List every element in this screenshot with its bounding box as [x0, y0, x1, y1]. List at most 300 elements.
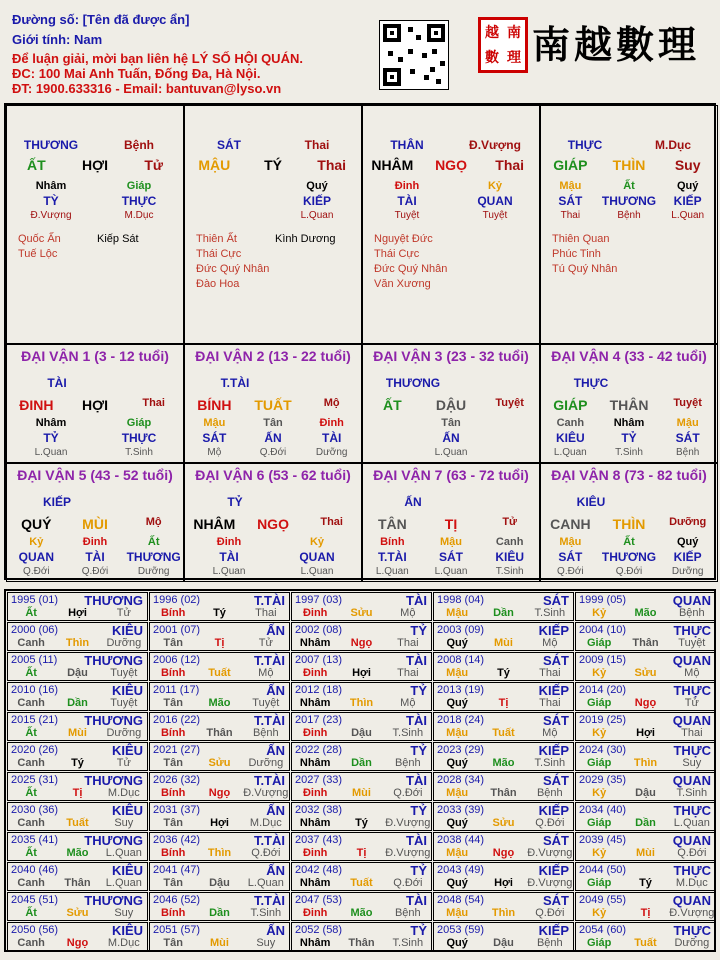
year-stage: Đ.Vượng — [527, 877, 573, 889]
dai-van-hidden — [185, 536, 361, 548]
year-star: THƯƠNG — [84, 893, 143, 908]
dai-van-title: ĐẠI VẬN 1 (3 - 12 tuổi) — [21, 348, 169, 364]
year-star: KIẾP — [538, 623, 569, 638]
year-cell — [575, 652, 716, 681]
year-label: 1997 (03) — [295, 594, 343, 606]
year-chi: Ngọ — [208, 787, 231, 799]
year-star: TÀI — [406, 773, 427, 788]
qr-code-icon — [379, 20, 449, 90]
palace-top — [541, 138, 717, 152]
palace-top-item: Đ.Vượng — [469, 138, 521, 152]
dai-van-than: ẤN — [404, 495, 422, 509]
year-stage: Đ.Vượng — [527, 847, 573, 859]
palace-pillar-item: MẬU — [198, 157, 231, 173]
year-can: Quý — [446, 757, 468, 769]
year-star: SÁT — [543, 893, 569, 908]
year-chi: Hợi — [68, 607, 87, 619]
year-stage: Bệnh — [394, 757, 421, 769]
dai-van-star: T.TÀI — [378, 550, 407, 564]
year-pillar — [292, 697, 431, 709]
year-pillar — [576, 877, 715, 889]
year-label: 2052 (58) — [295, 924, 343, 936]
year-pillar — [292, 637, 431, 649]
palace-hidden — [185, 180, 361, 192]
year-can: Nhâm — [299, 937, 331, 949]
year-pillar — [150, 907, 289, 919]
year-can: Đinh — [302, 847, 328, 859]
dai-van-hidden — [185, 417, 361, 429]
dai-van-stage: Q.Đới — [81, 566, 109, 577]
palace-top-item: THỰC — [567, 138, 603, 152]
palace-pillar — [363, 157, 539, 173]
year-cell — [291, 922, 432, 951]
year-can: Ất — [25, 667, 37, 679]
year-stage: Q.Đới — [251, 847, 281, 859]
year-can: Kỷ — [592, 847, 607, 859]
year-cell — [575, 832, 716, 861]
year-star: KIÊU — [111, 803, 143, 818]
year-star: T.TÀI — [253, 713, 285, 728]
year-stage: Suy — [114, 817, 134, 829]
dai-van-star: ẤN — [442, 431, 460, 445]
year-stage: Suy — [682, 757, 702, 769]
year-label: 2031 (37) — [153, 804, 201, 816]
dai-van-stars — [363, 550, 539, 564]
dai-van-star: QUAN — [18, 550, 54, 564]
dai-van-stage: L.Quan — [212, 566, 246, 577]
year-can: Đinh — [302, 787, 328, 799]
year-can: Kỷ — [592, 907, 607, 919]
year-pillar — [150, 607, 289, 619]
year-label: 2040 (46) — [11, 864, 59, 876]
year-star: QUAN — [672, 593, 711, 608]
dai-van-cell — [6, 344, 184, 463]
dai-van-stars — [363, 431, 539, 445]
year-can: Tân — [163, 877, 183, 889]
year-can: Tân — [163, 757, 183, 769]
dai-van-star: KIẾP — [673, 550, 702, 564]
dai-van-stars — [541, 431, 717, 445]
dai-van-hidden-item: Kỷ — [29, 536, 44, 548]
year-stage: Q.Đới — [677, 847, 707, 859]
year-can: Mậu — [446, 667, 469, 679]
palace-hidden-item: Quý — [676, 180, 699, 192]
year-chi: Dần — [635, 817, 656, 829]
dai-van-than: THỰC — [573, 376, 609, 390]
dai-van-star: THƯƠNG — [601, 550, 657, 564]
dai-van-than: KIÊU — [576, 495, 606, 509]
year-stage: Tử — [116, 607, 131, 619]
year-stage: Bệnh — [536, 787, 563, 799]
dai-van-star: KIÊU — [495, 550, 525, 564]
dai-van-hidden — [7, 536, 183, 548]
year-stage: T.Sinh — [250, 907, 282, 919]
year-cell — [149, 622, 290, 651]
year-stage: Bệnh — [536, 937, 563, 949]
year-cell — [7, 892, 148, 921]
year-cell — [433, 832, 574, 861]
year-cell — [291, 862, 432, 891]
year-chi: Sửu — [634, 667, 657, 679]
dai-van-star: QUAN — [299, 550, 335, 564]
year-can: Giáp — [586, 697, 612, 709]
year-star: THỰC — [673, 863, 711, 878]
year-label: 2011 (17) — [153, 684, 200, 696]
dai-van-hidden — [541, 536, 717, 548]
year-star: THỰC — [673, 803, 711, 818]
dai-van-hidden — [541, 417, 717, 429]
year-stage: Tuyệt — [678, 637, 706, 649]
year-cell — [291, 772, 432, 801]
dai-van-chi: MÙI — [82, 516, 108, 532]
year-cell — [7, 922, 148, 951]
year-stage: Tử — [116, 757, 131, 769]
dai-van-hidden-item: Canh — [556, 417, 585, 429]
year-pillar — [576, 937, 715, 949]
dai-van-star: TỶ — [621, 431, 637, 445]
year-cell — [291, 682, 432, 711]
year-star: TỶ — [410, 743, 427, 758]
year-can: Giáp — [586, 937, 612, 949]
seal-char: 南 — [507, 24, 521, 41]
year-label: 2015 (21) — [11, 714, 59, 726]
palace-stage: L.Quan — [300, 210, 334, 221]
year-chi: Tuất — [634, 937, 657, 949]
dai-van-title: ĐẠI VẬN 5 (43 - 52 tuổi) — [17, 467, 173, 483]
year-label: 2014 (20) — [579, 684, 627, 696]
left-star: Phúc Tinh — [552, 248, 601, 260]
year-cell — [291, 832, 432, 861]
year-label: 2039 (45) — [579, 834, 627, 846]
year-star: TÀI — [406, 893, 427, 908]
year-pillar — [8, 667, 147, 679]
year-stage: Thai — [255, 607, 277, 619]
year-label: 2025 (31) — [11, 774, 59, 786]
dai-van-hidden-item: Mậu — [676, 417, 699, 429]
left-star: Tú Quý Nhân — [552, 263, 618, 275]
dai-van-stages — [541, 566, 717, 577]
dai-van-star: SÁT — [675, 431, 700, 445]
year-star: QUAN — [672, 653, 711, 668]
year-cell — [433, 742, 574, 771]
year-stage: Tuyệt — [110, 667, 138, 679]
year-stage: Dưỡng — [106, 727, 142, 739]
palace-pillar-item: Suy — [674, 157, 701, 173]
year-cell — [149, 742, 290, 771]
palace-stage — [185, 210, 273, 221]
right-star: Kình Dương — [275, 233, 336, 245]
dai-van-hidden-item: Tân — [263, 417, 283, 429]
year-can: Mậu — [446, 787, 469, 799]
year-pillar — [150, 877, 289, 889]
dai-van-hidden-item: Nhâm — [35, 417, 67, 429]
year-pillar — [292, 757, 431, 769]
year-chi: Mùi — [352, 787, 371, 799]
year-label: 2038 (44) — [437, 834, 485, 846]
year-label: 2042 (48) — [295, 864, 343, 876]
dai-van-pillar — [363, 397, 539, 413]
year-chi: Dậu — [635, 787, 656, 799]
left-star: Đức Quý Nhân — [196, 263, 270, 275]
year-chi: Tị — [356, 847, 367, 859]
year-cell — [291, 622, 432, 651]
year-can: Bính — [160, 787, 186, 799]
year-chi: Sửu — [492, 817, 515, 829]
year-can: Tân — [163, 817, 183, 829]
year-pillar — [8, 817, 147, 829]
palace-cell — [184, 105, 362, 344]
year-cell — [149, 922, 290, 951]
palace-hidden-item: Kỷ — [487, 180, 503, 192]
year-stage: Đ.Vượng — [243, 787, 289, 799]
palace-hidden-item: Mậu — [559, 180, 582, 192]
year-pillar — [8, 637, 147, 649]
year-star: SÁT — [543, 593, 569, 608]
year-label: 2022 (28) — [295, 744, 343, 756]
year-chi: Thìn — [349, 697, 374, 709]
year-chi: Thân — [632, 637, 659, 649]
year-chi: Sửu — [208, 757, 231, 769]
year-pillar — [434, 907, 573, 919]
dai-van-cell — [6, 463, 184, 582]
dai-van-stage: Q.Đới — [615, 566, 643, 577]
dai-van-cell — [540, 463, 718, 582]
year-can: Canh — [17, 697, 45, 709]
year-chi: Mùi — [636, 847, 655, 859]
dai-van-pillar — [185, 516, 361, 532]
dai-van-stage: Q.Đới — [557, 566, 584, 577]
year-label: 2002 (08) — [295, 624, 343, 636]
dai-van-chi: THÂN — [609, 397, 649, 413]
year-star: KIÊU — [111, 743, 143, 758]
year-chi: Thìn — [491, 907, 516, 919]
year-can: Giáp — [586, 877, 612, 889]
dai-van-star: SÁT — [558, 550, 583, 564]
left-star: Tuế Lộc — [18, 248, 58, 260]
year-pillar — [434, 607, 573, 619]
palace-hidden-item: Đinh — [394, 180, 420, 192]
dai-van-chi: THÌN — [612, 516, 646, 532]
year-can: Kỷ — [592, 667, 607, 679]
dai-van-can: QUÝ — [21, 516, 52, 532]
palace-pillar — [185, 157, 361, 173]
year-stage: Q.Đới — [535, 817, 565, 829]
year-chi: Tý — [71, 757, 84, 769]
year-pillar — [150, 727, 289, 739]
left-star: Văn Xương — [374, 278, 431, 290]
palace-pillar — [7, 157, 183, 173]
year-star: T.TÀI — [253, 893, 285, 908]
year-stage: Tử — [684, 697, 699, 709]
year-stage: Thai — [397, 637, 419, 649]
dai-van-stars — [7, 550, 183, 564]
dai-van-note: Dưỡng — [669, 516, 707, 528]
year-cell — [575, 712, 716, 741]
year-label: 2005 (11) — [11, 654, 58, 666]
dai-van-hidden-item: Mậu — [440, 536, 462, 548]
year-label: 1995 (01) — [11, 594, 59, 606]
year-pillar — [292, 877, 431, 889]
year-pillar — [8, 697, 147, 709]
year-pillar — [150, 667, 289, 679]
dai-van-stage: Mộ — [207, 447, 222, 458]
dai-van-stars — [7, 431, 183, 445]
year-pillar — [576, 727, 715, 739]
dai-van-note: Mộ — [323, 397, 340, 409]
year-star: ẤN — [266, 923, 285, 938]
year-label: 2012 (18) — [295, 684, 343, 696]
year-label: 2026 (32) — [153, 774, 201, 786]
year-label: 2021 (27) — [153, 744, 201, 756]
year-stage: Tuyệt — [110, 697, 138, 709]
year-pillar — [292, 817, 431, 829]
left-star: Thái Cực — [374, 248, 420, 260]
year-label: 2004 (10) — [579, 624, 627, 636]
year-chi: Mão — [208, 697, 231, 709]
dai-van-stages — [7, 566, 183, 577]
left-star: Nguyệt Đức — [374, 233, 433, 245]
dai-van-stage: L.Quan — [434, 447, 468, 458]
year-stage: Bệnh — [394, 907, 421, 919]
year-cell — [575, 922, 716, 951]
year-pillar — [8, 787, 147, 799]
palace-stars-item: THƯƠNG — [601, 194, 657, 208]
year-chi: Dậu — [493, 937, 514, 949]
year-pillar — [8, 847, 147, 859]
dai-van-star: TÀI — [322, 431, 342, 445]
year-chi: Hợi — [636, 727, 655, 739]
palace-hidden — [363, 180, 539, 192]
year-chi: Dậu — [67, 667, 88, 679]
year-can: Kỷ — [592, 607, 607, 619]
year-stage: Mộ — [400, 697, 416, 709]
year-label: 2019 (25) — [579, 714, 627, 726]
palace-pillar-item: ẤT — [27, 157, 46, 173]
palace-pillar-item: TÝ — [264, 157, 282, 173]
year-pillar — [150, 787, 289, 799]
year-can: Tân — [163, 697, 183, 709]
year-label: 2032 (38) — [295, 804, 343, 816]
brand-logo: 南越數理 — [532, 22, 701, 67]
year-star: TÀI — [406, 593, 427, 608]
year-chi: Hợi — [210, 817, 229, 829]
year-stage: T.Sinh — [534, 607, 566, 619]
year-star: QUAN — [672, 893, 711, 908]
year-pillar — [292, 787, 431, 799]
year-label: 2035 (41) — [11, 834, 59, 846]
dai-van-hidden-item: Giáp — [126, 417, 152, 429]
year-label: 2048 (54) — [437, 894, 485, 906]
dai-van-pillar — [7, 397, 183, 413]
year-label: 2006 (12) — [153, 654, 201, 666]
year-cell — [291, 742, 432, 771]
year-chi: Sửu — [66, 907, 89, 919]
year-can: Nhâm — [299, 817, 331, 829]
dai-van-stage: L.Quan — [375, 566, 409, 577]
dai-van-note: Tử — [502, 516, 518, 528]
year-cell — [149, 832, 290, 861]
year-stage: T.Sinh — [392, 937, 424, 949]
dai-van-star: SÁT — [439, 550, 463, 564]
year-can: Nhâm — [299, 697, 331, 709]
year-cell — [433, 862, 574, 891]
year-can: Quý — [446, 697, 468, 709]
year-star: ẤN — [266, 863, 285, 878]
year-cell — [575, 802, 716, 831]
year-can: Canh — [17, 877, 45, 889]
dai-van-hidden-item: Đinh — [319, 417, 344, 429]
year-star: TỶ — [410, 683, 427, 698]
dai-van-hidden-item: Kỷ — [309, 536, 325, 548]
palace-stars — [541, 194, 717, 208]
dai-van-cell — [184, 344, 362, 463]
palace-pillar-item: HỢI — [82, 157, 108, 173]
year-star: SÁT — [543, 833, 569, 848]
year-label: 2044 (50) — [579, 864, 627, 876]
year-star: TỶ — [410, 923, 427, 938]
year-star: THỰC — [673, 623, 711, 638]
dai-van-star: TÀI — [85, 550, 105, 564]
dai-van-pillar — [363, 516, 539, 532]
year-chi: Sửu — [350, 607, 373, 619]
dai-van-hidden-item: Mậu — [203, 417, 226, 429]
dai-van-cell — [362, 463, 540, 582]
palace-stages — [185, 210, 361, 221]
year-cell — [575, 622, 716, 651]
year-chi: Dần — [351, 757, 372, 769]
year-stage: T.Sinh — [676, 787, 708, 799]
year-stage: Đ.Vượng — [385, 847, 431, 859]
left-star: Đào Hoa — [196, 278, 240, 290]
dai-van-stage: L.Quan — [553, 447, 587, 458]
year-label: 2003 (09) — [437, 624, 485, 636]
year-pillar — [150, 697, 289, 709]
dai-van-stage: T.Sinh — [125, 447, 153, 458]
palace-cell — [6, 105, 184, 344]
year-star: THỰC — [673, 923, 711, 938]
year-cell — [433, 682, 574, 711]
dai-van-note: Tuyệt — [673, 397, 702, 409]
year-cell — [149, 592, 290, 621]
dai-van-than: TỶ — [227, 495, 243, 509]
year-label: 2008 (14) — [437, 654, 485, 666]
year-star: TÀI — [406, 713, 427, 728]
year-pillar — [576, 697, 715, 709]
year-stage: Suy — [256, 937, 276, 949]
year-can: Tân — [163, 937, 183, 949]
year-stage: Đ.Vượng — [385, 817, 431, 829]
year-star: T.TÀI — [253, 653, 285, 668]
dai-van-stage: T.Sinh — [495, 566, 524, 577]
seal-char: 數 — [485, 49, 499, 66]
palace-stars-item: SÁT — [558, 194, 583, 208]
dai-van-hidden — [363, 417, 539, 429]
year-can: Ất — [25, 847, 37, 859]
year-stage: T.Sinh — [534, 757, 566, 769]
year-cell — [575, 862, 716, 891]
year-stage: Tuyệt — [252, 697, 280, 709]
palace-pillar-item: THÌN — [612, 157, 646, 173]
palace-stars-item: KIẾP — [673, 194, 702, 208]
year-star: T.TÀI — [253, 833, 285, 848]
year-label: 2051 (57) — [153, 924, 201, 936]
year-chi: Mão — [634, 607, 657, 619]
palace-top — [363, 138, 539, 152]
year-star: ẤN — [266, 803, 285, 818]
year-can: Canh — [17, 757, 45, 769]
year-can: Nhâm — [299, 877, 331, 889]
year-can: Ất — [25, 607, 37, 619]
